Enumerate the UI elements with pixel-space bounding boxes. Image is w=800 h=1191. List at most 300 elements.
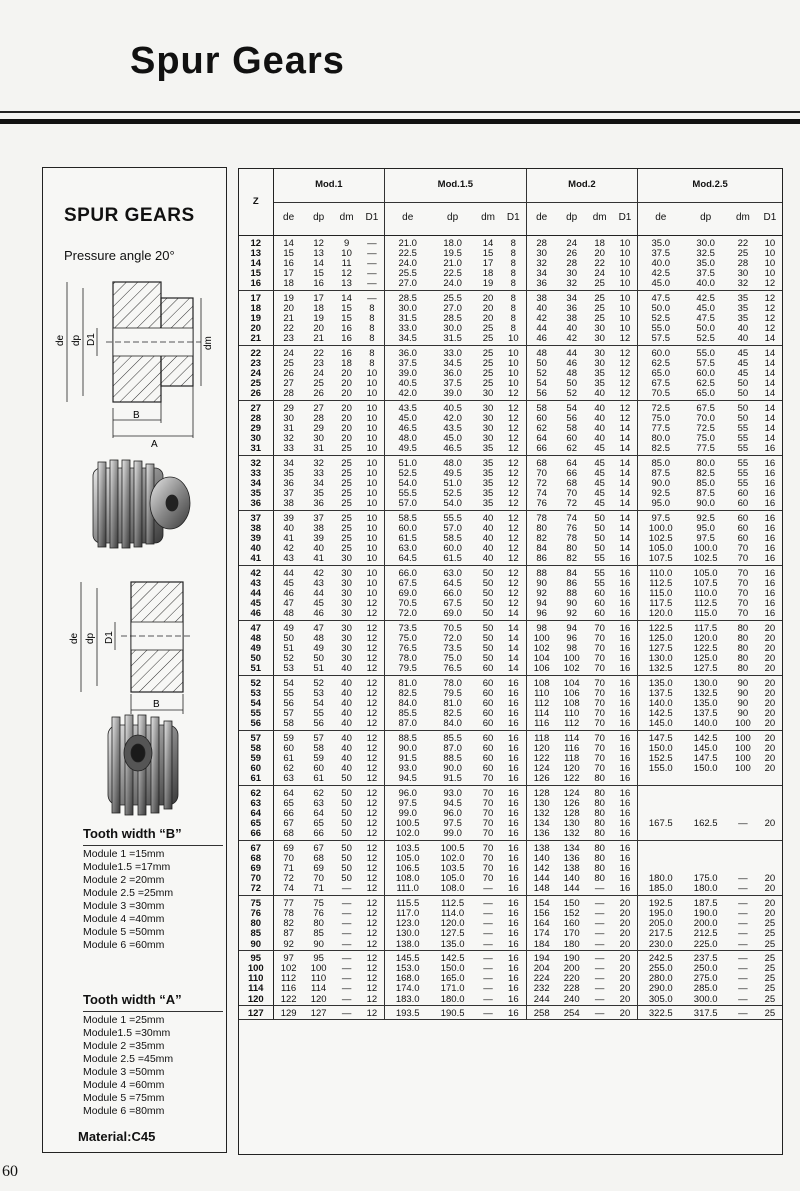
z-cell: 56 <box>239 719 273 730</box>
table-cell: 40 <box>341 742 352 754</box>
table-cell: 10 <box>613 324 638 334</box>
tooth-a-item: Module 3 =50mm <box>83 1066 165 1078</box>
table-cell: 94.5 <box>385 774 431 785</box>
table-cell: 12 <box>613 334 638 345</box>
table-cell: 86 <box>566 577 577 589</box>
table-cell: 15 <box>283 247 294 259</box>
table-cell: 12 <box>360 719 385 730</box>
table-cell: 114.0 <box>441 907 465 919</box>
table-cell: 70 <box>482 808 494 820</box>
table-cell: 57.0 <box>443 522 462 534</box>
table-cell: 20 <box>594 247 605 259</box>
table-cell: 40 <box>283 522 294 534</box>
table-cell: 10 <box>501 334 526 345</box>
table-cell: 90.0 <box>683 499 728 510</box>
table-row <box>239 929 782 939</box>
table-cell: 12 <box>360 895 385 909</box>
table-cell: 12 <box>501 524 526 534</box>
table-cell: 140 <box>563 873 580 885</box>
table-cell: 128 <box>533 787 550 799</box>
table-cell: 90.0 <box>443 763 462 775</box>
table-cell: 220 <box>563 973 580 985</box>
table-cell: 8 <box>501 259 526 269</box>
table-cell: 164 <box>533 918 550 930</box>
z-cell: 22 <box>239 345 273 359</box>
table-cell: 103.5 <box>395 842 420 854</box>
table-cell: 52.5 <box>683 334 728 345</box>
table-cell: 73.5 <box>443 643 462 655</box>
table-cell: 10 <box>613 314 638 324</box>
table-cell: 87.5 <box>696 488 715 500</box>
table-cell: 30 <box>334 554 360 565</box>
table-cell: 25 <box>764 918 776 930</box>
table-cell: 20 <box>341 422 352 434</box>
table-cell: 63 <box>273 774 304 785</box>
tooth-b-item: Module 6 =60mm <box>83 939 165 951</box>
table-cell: 49.5 <box>443 467 462 479</box>
label2-de: de <box>69 632 80 644</box>
table-cell: 12 <box>360 819 385 829</box>
table-cell: 35 <box>482 467 494 479</box>
table-cell: — <box>483 962 493 974</box>
table-cell: 32.5 <box>696 247 715 259</box>
header-rule-thin <box>0 111 800 113</box>
table-cell: 16 <box>613 699 638 709</box>
table-cell: 75.0 <box>443 653 462 665</box>
table-cell: 10 <box>360 534 385 544</box>
table-cell: 25 <box>475 334 501 345</box>
table-cell: 12 <box>360 689 385 699</box>
table-cell: 60 <box>536 412 547 424</box>
table-cell: 90 <box>536 577 547 589</box>
table-cell: 25 <box>341 467 352 479</box>
table-cell: 60 <box>566 433 577 445</box>
table-cell: 90.0 <box>398 742 417 754</box>
column-header-dm: dm <box>587 202 613 235</box>
table-cell: 16 <box>613 709 638 719</box>
table-cell: 60 <box>728 499 758 510</box>
z-cell: 13 <box>239 249 273 259</box>
table-cell: 30 <box>475 389 501 400</box>
table-cell: 90 <box>304 940 334 951</box>
table-cell: — <box>594 907 605 919</box>
table-cell: 12 <box>501 455 526 469</box>
table-cell: 225.0 <box>683 940 728 951</box>
table-cell: 96.0 <box>443 808 462 820</box>
table-cell: 75.0 <box>398 632 417 644</box>
table-cell: 27.0 <box>443 302 462 314</box>
table-cell: 50 <box>341 852 352 864</box>
table-cell: 22.5 <box>398 247 417 259</box>
table-row <box>239 279 782 290</box>
z-cell: 63 <box>239 799 273 809</box>
table-cell: 29 <box>313 422 324 434</box>
table-cell: 40 <box>482 532 494 544</box>
table-row <box>239 950 782 964</box>
column-header-de: de <box>638 202 684 235</box>
table-cell: 16 <box>613 664 638 675</box>
table-cell: — <box>587 940 613 951</box>
table-cell: — <box>594 983 605 995</box>
table-cell: — <box>594 918 605 930</box>
table-cell: 130 <box>533 797 550 809</box>
table-cell: 138 <box>533 842 550 854</box>
table-cell: 45 <box>587 444 613 455</box>
table-cell: 14 <box>501 654 526 664</box>
table-cell: 61 <box>304 774 334 785</box>
table-cell: 56 <box>283 698 294 710</box>
table-cell: 48 <box>566 367 577 379</box>
table-cell: 12 <box>360 874 385 884</box>
table-cell: 12 <box>360 929 385 939</box>
table-cell: 14 <box>758 389 782 400</box>
table-cell: 305.0 <box>638 995 684 1006</box>
table-cell: 16 <box>613 620 638 634</box>
module-header: Mod.1.5 <box>385 169 526 202</box>
table-cell: — <box>738 962 748 974</box>
table-cell: 167.5 <box>648 818 673 830</box>
table-cell: 10 <box>360 499 385 510</box>
table-cell: 16 <box>501 874 526 884</box>
table-cell: 12 <box>360 730 385 744</box>
label-de: de <box>55 334 66 346</box>
table-cell: 60 <box>482 742 494 754</box>
table-cell: 42.5 <box>651 268 671 280</box>
table-cell: 39 <box>313 532 324 544</box>
table-cell: 137.5 <box>648 687 673 699</box>
table-cell: 25 <box>313 378 324 390</box>
table-cell: 47 <box>283 598 294 610</box>
table-cell: 82 <box>283 918 294 930</box>
z-cell: 114 <box>239 984 273 994</box>
dimension-table <box>239 169 782 1020</box>
table-cell: 10 <box>360 434 385 444</box>
table-cell: 35 <box>283 467 294 479</box>
table-cell: 190 <box>563 952 580 964</box>
table-cell: 16 <box>758 554 782 565</box>
table-cell: 35 <box>737 312 749 324</box>
table-cell: 30 <box>536 247 547 259</box>
table-cell: 55 <box>737 457 749 469</box>
table-cell: 8 <box>360 359 385 369</box>
table-cell: 71 <box>304 884 334 895</box>
z-cell: 30 <box>239 434 273 444</box>
table-cell: 28.5 <box>398 292 417 304</box>
table-cell: 117.0 <box>396 907 420 919</box>
table-cell: 16 <box>613 799 638 809</box>
table-cell: 30 <box>737 268 749 280</box>
table-cell: 34.5 <box>443 357 462 369</box>
table-cell: 162.5 <box>693 818 718 830</box>
z-cell: 59 <box>239 754 273 764</box>
table-cell: 16 <box>501 919 526 929</box>
table-cell: 12 <box>360 774 385 785</box>
table-cell: 76.5 <box>430 664 475 675</box>
column-header-de: de <box>385 202 431 235</box>
table-cell: 12 <box>360 864 385 874</box>
table-cell: 45.0 <box>443 433 462 445</box>
tooth-a-item: Module 6 =80mm <box>83 1105 165 1117</box>
table-cell: 55 <box>728 444 758 455</box>
table-cell: 50.0 <box>696 323 715 335</box>
table-cell: 150.0 <box>693 763 718 775</box>
table-cell: 16 <box>341 323 352 335</box>
table-cell: 130 <box>563 818 580 830</box>
hub-gear-photo <box>88 458 198 553</box>
page-number: 60 <box>2 1163 18 1180</box>
table-row <box>239 510 782 524</box>
table-cell: 68 <box>313 852 324 864</box>
column-header-dp: dp <box>304 202 334 235</box>
table-row <box>239 400 782 414</box>
z-cell: 12 <box>239 235 273 249</box>
table-cell: 16 <box>613 854 638 864</box>
table-row <box>239 565 782 579</box>
table-cell: 70 <box>737 577 749 589</box>
table-cell: 70 <box>482 863 494 875</box>
tooth-width-a-list <box>83 1014 173 1118</box>
table-cell: 70 <box>587 664 613 675</box>
table-cell: 72 <box>557 499 587 510</box>
table-cell: 30 <box>482 422 494 434</box>
z-cell: 110 <box>239 974 273 984</box>
table-cell: 40 <box>536 302 547 314</box>
table-cell: 12 <box>764 302 776 314</box>
table-cell: 48 <box>273 609 304 620</box>
table-cell: 98 <box>536 622 547 634</box>
table-cell: 136 <box>563 852 580 864</box>
table-cell: 25 <box>341 522 352 534</box>
table-cell: 10 <box>501 345 526 359</box>
table-cell <box>683 829 728 840</box>
table-cell: 30 <box>313 433 324 445</box>
table-cell: 20 <box>764 818 776 830</box>
table-cell: 132.5 <box>638 664 684 675</box>
table-cell: 20 <box>341 402 352 414</box>
table-cell: 12 <box>313 237 324 249</box>
z-cell: 18 <box>239 304 273 314</box>
tooth-a-item: Module 4 =60mm <box>83 1079 165 1091</box>
table-cell: 17 <box>482 257 494 269</box>
table-cell: 49.5 <box>385 444 431 455</box>
table-row <box>239 290 782 304</box>
table-cell: 100 <box>734 742 751 754</box>
table-cell: 40 <box>566 323 577 335</box>
table-cell: 152.5 <box>648 753 673 765</box>
table-cell: 35 <box>482 457 494 469</box>
table-cell: 12 <box>341 268 352 280</box>
column-header-dp: dp <box>683 202 728 235</box>
table-cell: 38 <box>273 499 304 510</box>
table-cell: 10 <box>764 257 776 269</box>
table-cell: 25 <box>334 499 360 510</box>
table-cell: 70 <box>594 687 605 699</box>
table-cell: 12 <box>360 940 385 951</box>
table-cell: 32 <box>557 279 587 290</box>
table-cell: 14 <box>283 237 294 249</box>
z-cell: 49 <box>239 644 273 654</box>
table-cell: 12 <box>501 469 526 479</box>
table-cell: 17 <box>283 268 294 280</box>
table-cell: 16 <box>334 334 360 345</box>
table-cell: 67.5 <box>398 577 417 589</box>
table-cell: 90 <box>737 698 749 710</box>
table-cell: 20 <box>764 742 776 754</box>
table-cell: 39.0 <box>430 389 475 400</box>
table-cell: 12 <box>360 984 385 994</box>
table-cell: 145.0 <box>638 719 684 730</box>
table-cell: 98 <box>566 643 577 655</box>
table-cell: 16 <box>501 940 526 951</box>
table-cell: 16 <box>613 864 638 874</box>
table-cell: 110.0 <box>649 567 673 579</box>
table-cell: 8 <box>501 324 526 334</box>
table-cell: 60 <box>737 512 749 524</box>
table-cell: — <box>341 973 352 985</box>
tooth-b-item: Module 3 =30mm <box>83 900 165 912</box>
table-cell: 44 <box>313 588 324 599</box>
table-cell: 24.0 <box>430 279 475 290</box>
table-cell: 102.5 <box>648 532 673 544</box>
table-cell: 80 <box>594 808 605 820</box>
table-cell: 12 <box>360 664 385 675</box>
table-cell: 16 <box>613 764 638 774</box>
table-cell: 95.0 <box>638 499 684 510</box>
table-cell: 87 <box>283 928 294 940</box>
table-cell: 128 <box>563 808 580 820</box>
table-cell: 23 <box>313 357 324 369</box>
table-cell: 34 <box>313 477 324 489</box>
table-cell: 30 <box>587 334 613 345</box>
tooth-width-b-rule <box>83 845 223 846</box>
table-cell: 70 <box>536 467 547 479</box>
table-cell: 25 <box>341 543 352 555</box>
table-cell: 20 <box>613 929 638 939</box>
table-cell: 12 <box>360 974 385 984</box>
table-cell: 130.0 <box>693 677 718 689</box>
table-cell: 40 <box>594 422 605 434</box>
table-cell: — <box>341 928 352 940</box>
table-cell: 16 <box>758 609 782 620</box>
table-cell: 44 <box>283 567 294 579</box>
table-cell: 10 <box>613 290 638 304</box>
table-cell: 51 <box>304 664 334 675</box>
module-header: Mod.2.5 <box>638 169 782 202</box>
table-cell: 20 <box>764 687 776 699</box>
table-cell: 25 <box>764 973 776 985</box>
table-cell: 25 <box>758 995 782 1006</box>
table-cell: 156 <box>533 907 550 919</box>
table-cell: 16 <box>613 675 638 689</box>
table-cell: 142.5 <box>648 708 673 720</box>
table-cell: 30.0 <box>443 323 462 335</box>
table-cell: 42 <box>557 334 587 345</box>
table-cell: 80 <box>594 852 605 864</box>
table-cell: 50 <box>737 378 749 390</box>
table-cell: 12 <box>360 644 385 654</box>
tooth-a-item: Module1.5 =30mm <box>83 1027 171 1039</box>
table-cell: 16 <box>283 257 294 269</box>
table-cell: 100 <box>734 763 751 775</box>
table-cell: 55 <box>594 577 605 589</box>
table-cell: 8 <box>501 269 526 279</box>
table-cell: 244 <box>526 995 557 1006</box>
table-cell: — <box>728 1005 758 1019</box>
table-cell: 16 <box>501 675 526 689</box>
table-cell: 94 <box>566 622 577 634</box>
z-cell: 37 <box>239 510 273 524</box>
table-cell: 48.0 <box>398 433 417 445</box>
table-cell: 15 <box>341 312 352 324</box>
table-cell: 12 <box>360 909 385 919</box>
z-cell: 47 <box>239 620 273 634</box>
table-cell: — <box>483 973 493 985</box>
table-cell: 16 <box>764 577 776 589</box>
table-row <box>239 554 782 565</box>
table-cell: 25 <box>587 279 613 290</box>
table-cell: 70 <box>482 873 494 885</box>
table-cell: 127 <box>304 1005 334 1019</box>
table-cell: 25 <box>594 312 605 324</box>
z-cell: 36 <box>239 499 273 510</box>
table-cell: 52 <box>536 367 547 379</box>
table-cell: 20 <box>764 753 776 765</box>
table-cell: 16 <box>758 499 782 510</box>
table-cell: 85 <box>313 928 324 940</box>
table-cell: 127.5 <box>683 664 728 675</box>
table-cell: 100.5 <box>395 818 420 830</box>
table-cell: 95.0 <box>696 522 715 534</box>
table-cell: 15 <box>341 302 352 314</box>
table-cell: 16 <box>613 589 638 599</box>
table-cell: 66.0 <box>398 567 417 579</box>
table-cell: 16 <box>613 654 638 664</box>
table-cell: 12 <box>360 919 385 929</box>
table-cell: 48 <box>313 632 324 644</box>
table-cell: 22.5 <box>443 268 462 280</box>
table-cell: 16 <box>764 598 776 610</box>
table-cell: 25 <box>341 457 352 469</box>
table-cell: 30.0 <box>696 237 715 249</box>
table-cell: — <box>594 973 605 985</box>
table-cell: 80 <box>737 643 749 655</box>
table-cell: 116 <box>526 719 557 730</box>
table-cell: 70.5 <box>398 598 417 610</box>
table-cell: 145.0 <box>693 742 718 754</box>
z-cell: 90 <box>239 940 273 951</box>
table-cell: 40.5 <box>443 402 462 414</box>
table-cell: 65 <box>283 797 294 809</box>
table-cell: 15 <box>313 268 324 280</box>
z-cell: 14 <box>239 259 273 269</box>
table-cell: 224 <box>533 973 550 985</box>
table-cell: 12 <box>360 964 385 974</box>
table-cell: 12 <box>360 609 385 620</box>
table-cell: 74 <box>566 512 577 524</box>
table-cell: 62 <box>536 422 547 434</box>
table-cell: 37 <box>313 512 324 524</box>
z-cell: 29 <box>239 424 273 434</box>
table-cell: 70 <box>594 632 605 644</box>
table-cell: 16 <box>764 522 776 534</box>
table-cell: 112 <box>534 698 550 710</box>
table-cell: 14 <box>501 634 526 644</box>
table-cell: 50 <box>594 512 605 524</box>
table-cell: 40.0 <box>651 257 671 269</box>
table-cell: 67.5 <box>443 598 462 610</box>
table-cell: 92 <box>536 588 547 599</box>
table-cell: 16 <box>501 730 526 744</box>
